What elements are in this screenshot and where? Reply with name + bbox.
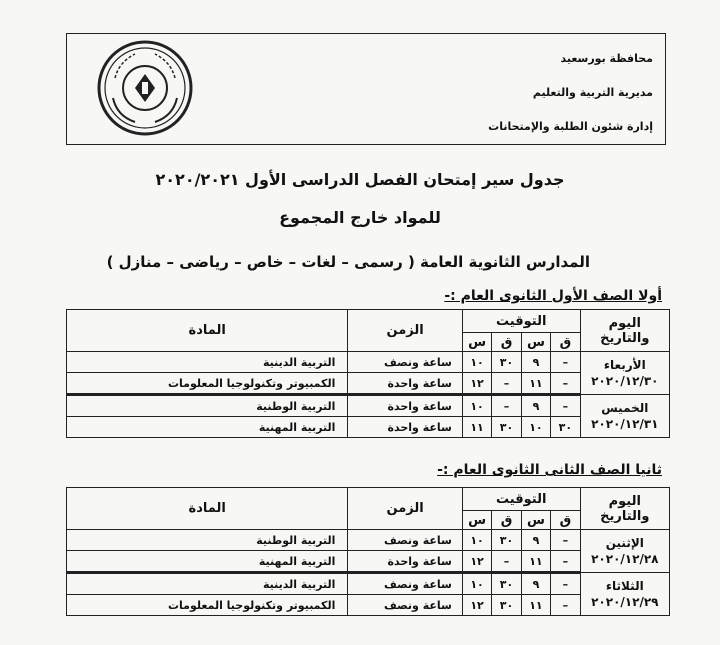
schedule-table-second-grade bbox=[66, 487, 670, 616]
subject-cell: التربية المهنية bbox=[67, 551, 348, 573]
letterhead-box bbox=[66, 33, 666, 145]
day-cell: الإثنين ٢٠٢٠/١٢/٢٨ bbox=[580, 530, 669, 573]
table-cell: ٣٠ bbox=[551, 417, 580, 438]
table-cell: ١٠ bbox=[462, 573, 491, 595]
time-label: س bbox=[462, 333, 491, 352]
timing-header: التوقيت bbox=[462, 310, 580, 333]
day-cell: الخميس ٢٠٢٠/١٢/٣١ bbox=[580, 395, 669, 438]
table-cell: ١١ bbox=[521, 595, 550, 616]
table-cell: – bbox=[551, 395, 580, 417]
schools-line: المدارس الثانوية العامة ( رسمى – لغات – خاص – رياضى – منازل ) bbox=[106, 253, 590, 271]
subject-cell: الكمبيوتر وتكنولوجيا المعلومات bbox=[67, 373, 348, 395]
duration-cell: ساعة ونصف bbox=[348, 530, 462, 551]
table-cell: – bbox=[492, 373, 521, 395]
document-subtitle: للمواد خارج المجموع bbox=[279, 208, 441, 227]
table-cell: ٩ bbox=[521, 530, 550, 551]
time-label: س bbox=[521, 511, 550, 530]
subject-cell: التربية الدينية bbox=[67, 573, 348, 595]
document-title: جدول سير إمتحان الفصل الدراسى الأول ٢٠٢٠/٢٠٢١ bbox=[155, 170, 565, 189]
subject-cell: التربية الوطنية bbox=[67, 395, 348, 417]
day-cell: الثلاثاء ٢٠٢٠/١٢/٢٩ bbox=[580, 573, 669, 616]
table-cell: ١٠ bbox=[462, 530, 491, 551]
section-title-second-grade: ثانيا الصف الثانى الثانوى العام :- bbox=[437, 462, 662, 478]
table-cell: ١٠ bbox=[462, 395, 491, 417]
time-label: س bbox=[462, 511, 491, 530]
directorate-label: مديرية التربية والتعليم bbox=[532, 86, 653, 99]
table-cell: ١١ bbox=[521, 551, 550, 573]
table-cell: ٣٠ bbox=[492, 573, 521, 595]
table-cell: – bbox=[492, 395, 521, 417]
table-cell: – bbox=[551, 530, 580, 551]
subject-header: المادة bbox=[67, 488, 348, 530]
table-cell: ٩ bbox=[521, 395, 550, 417]
table-cell: – bbox=[551, 373, 580, 395]
duration-cell: ساعة ونصف bbox=[348, 352, 462, 373]
subject-cell: التربية المهنية bbox=[67, 417, 348, 438]
duration-cell: ساعة ونصف bbox=[348, 573, 462, 595]
governorate-label: محافظة بورسعيد bbox=[560, 52, 653, 65]
table-cell: ٣٠ bbox=[492, 530, 521, 551]
table-cell: – bbox=[551, 551, 580, 573]
time-label: ق bbox=[551, 511, 580, 530]
time-label: ق bbox=[551, 333, 580, 352]
duration-cell: ساعة واحدة bbox=[348, 417, 462, 438]
table-cell: ٣٠ bbox=[492, 352, 521, 373]
table-cell: ٩ bbox=[521, 352, 550, 373]
timing-header: التوقيت bbox=[462, 488, 580, 511]
table-cell: – bbox=[551, 352, 580, 373]
subject-header: المادة bbox=[67, 310, 348, 352]
table-cell: – bbox=[492, 551, 521, 573]
table-cell: ٩ bbox=[521, 573, 550, 595]
subject-cell: التربية الوطنية bbox=[67, 530, 348, 551]
table-cell: ١٠ bbox=[521, 417, 550, 438]
table-cell: ١٢ bbox=[462, 595, 491, 616]
table-cell: ١١ bbox=[462, 417, 491, 438]
duration-cell: ساعة واحدة bbox=[348, 551, 462, 573]
day-date-header: اليوم والتاريخ bbox=[580, 488, 669, 530]
table-cell: ١٢ bbox=[462, 551, 491, 573]
official-seal-icon bbox=[95, 38, 195, 138]
subject-cell: الكمبيوتر وتكنولوجيا المعلومات bbox=[67, 595, 348, 616]
time-label: ق bbox=[492, 333, 521, 352]
department-label: إدارة شئون الطلبة والإمتحانات bbox=[488, 120, 653, 133]
section-title-first-grade: أولا الصف الأول الثانوى العام :- bbox=[444, 288, 662, 304]
schedule-table-first-grade bbox=[66, 309, 670, 438]
letterhead-text bbox=[373, 42, 653, 144]
duration-cell: ساعة واحدة bbox=[348, 395, 462, 417]
table-cell: ٣٠ bbox=[492, 595, 521, 616]
table-cell: – bbox=[551, 595, 580, 616]
duration-header: الزمن bbox=[348, 488, 462, 530]
day-cell: الأربعاء ٢٠٢٠/١٢/٣٠ bbox=[580, 352, 669, 395]
table-cell: ١٢ bbox=[462, 373, 491, 395]
duration-header: الزمن bbox=[348, 310, 462, 352]
duration-cell: ساعة ونصف bbox=[348, 595, 462, 616]
time-label: س bbox=[521, 333, 550, 352]
day-date-header: اليوم والتاريخ bbox=[580, 310, 669, 352]
table-cell: ١٠ bbox=[462, 352, 491, 373]
table-cell: ٣٠ bbox=[492, 417, 521, 438]
time-label: ق bbox=[492, 511, 521, 530]
subject-cell: التربية الدينية bbox=[67, 352, 348, 373]
duration-cell: ساعة واحدة bbox=[348, 373, 462, 395]
table-cell: – bbox=[551, 573, 580, 595]
table-cell: ١١ bbox=[521, 373, 550, 395]
